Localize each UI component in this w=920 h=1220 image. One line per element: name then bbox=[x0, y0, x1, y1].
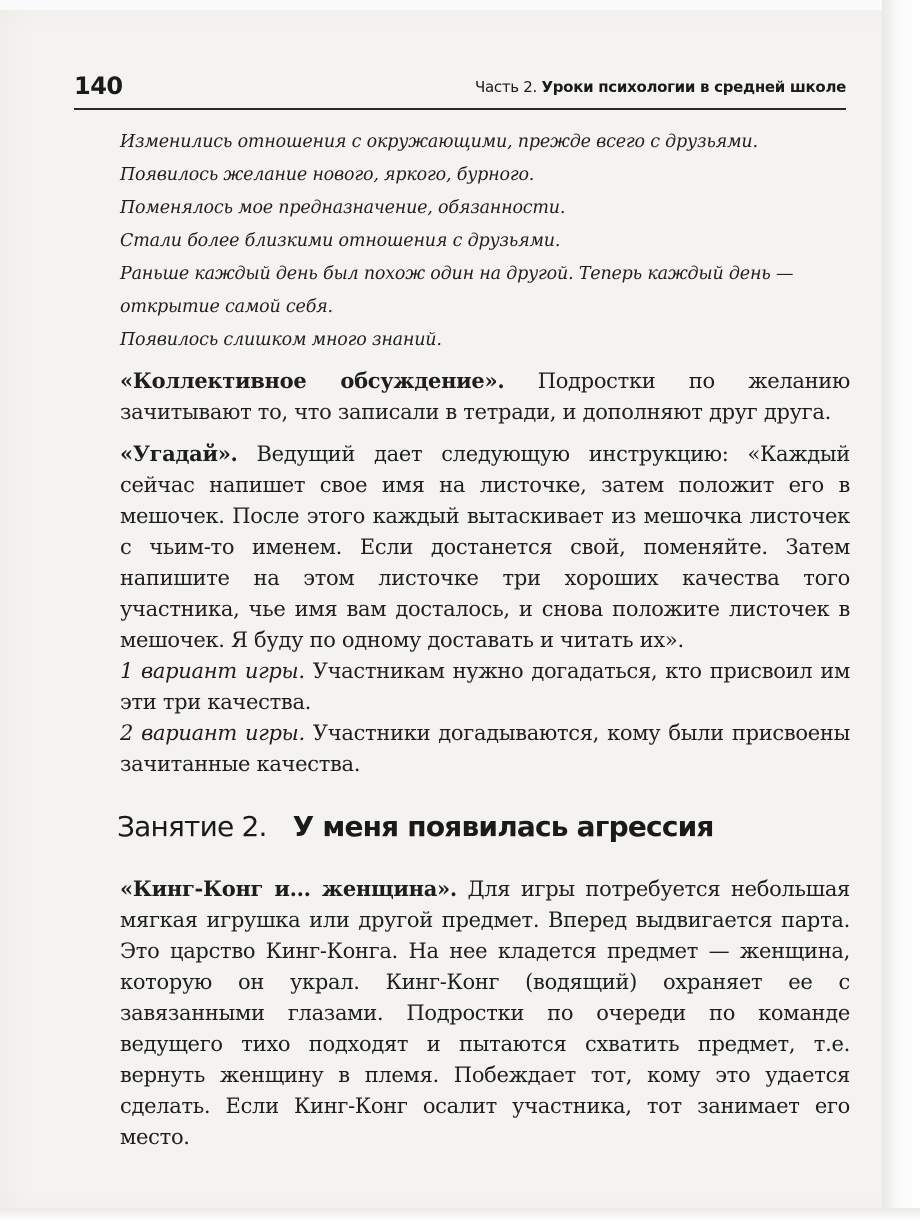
page-number: 140 bbox=[74, 72, 123, 100]
kingkong-text: Для игры потребуется небольшая мягкая игрушка или другой предмет. Вперед выдвигается парта. Это царство Кинг-Конга. На нее кладется предмет — женщина, которую он украл. Кинг-Конг (водящий) охраняет ее с завязанными глазами. Подростки по очереди по команде ведущего тихо подходят и пытаются схватить предмет, т.е. вернуть женщину в племя. Побеждает тот, кому это удается сделать. Если Кинг-Конг осалит участника, тот занимает его место. bbox=[120, 877, 850, 1149]
header-rule bbox=[74, 108, 846, 110]
guess-text: Ведущий дает следующую инструкцию: «Каждый сейчас напишет свое имя на листочке, затем положит его в мешочек. После этого каждый вытаскивает из мешочка листочек с чьим-то именем. Если достанется свой, поменяйте. Затем напишите на этом листочке три хороших качества того участника, чье имя вам досталось, и снова положите листочек в мешочек. Я буду по одному доставать и читать их». bbox=[120, 442, 850, 652]
variant2-paragraph bbox=[120, 718, 850, 780]
running-head bbox=[475, 78, 846, 96]
guess-paragraph bbox=[120, 438, 850, 656]
page-edge-top bbox=[0, 0, 920, 10]
kingkong-title: «Кинг-Конг и... женщина». bbox=[120, 876, 457, 901]
discussion-text: Подростки по желанию зачитывают то, что записали в тетради, и дополняют друг друга. bbox=[120, 369, 850, 424]
variant2-label: 2 вариант игры. bbox=[120, 721, 305, 745]
section-number: Занятие 2. bbox=[117, 810, 267, 843]
part-label: Часть 2. bbox=[475, 78, 538, 96]
variant1-text: Участникам нужно догадаться, кто присвоил им эти три качества. bbox=[120, 659, 850, 714]
page-edge-right bbox=[882, 0, 920, 1220]
page-body bbox=[117, 126, 850, 1153]
quote-line: Поменялось мое предназначение, обязанности. bbox=[120, 198, 566, 218]
page-header bbox=[74, 72, 846, 112]
quote-line: Появилось слишком много знаний. bbox=[120, 330, 442, 350]
section-title: У меня появилась агрессия bbox=[292, 810, 714, 843]
quote-line: Раньше каждый день был похож один на другой. Теперь каждый день — открытие самой себя. bbox=[120, 264, 794, 317]
variant1-label: 1 вариант игры. bbox=[120, 659, 305, 683]
section-heading bbox=[117, 810, 850, 843]
discussion-paragraph bbox=[120, 365, 850, 428]
variant1-paragraph bbox=[120, 656, 850, 718]
discussion-title: «Коллективное обсуждение». bbox=[120, 368, 505, 393]
part-title: Уроки психологии в средней школе bbox=[541, 78, 846, 96]
quote-line: Стали более близкими отношения с друзьями. bbox=[120, 231, 561, 251]
variant2-text: Участники догадываются, кому были присвоены зачитанные качества. bbox=[120, 721, 850, 776]
page-edge-bottom bbox=[0, 1208, 920, 1220]
quote-line: Изменились отношения с окружающими, прежде всего с друзьями. bbox=[120, 132, 758, 152]
guess-title: «Угадай». bbox=[120, 441, 238, 466]
quote-line: Появилось желание нового, яркого, бурного. bbox=[120, 165, 535, 185]
kingkong-paragraph bbox=[120, 873, 850, 1153]
